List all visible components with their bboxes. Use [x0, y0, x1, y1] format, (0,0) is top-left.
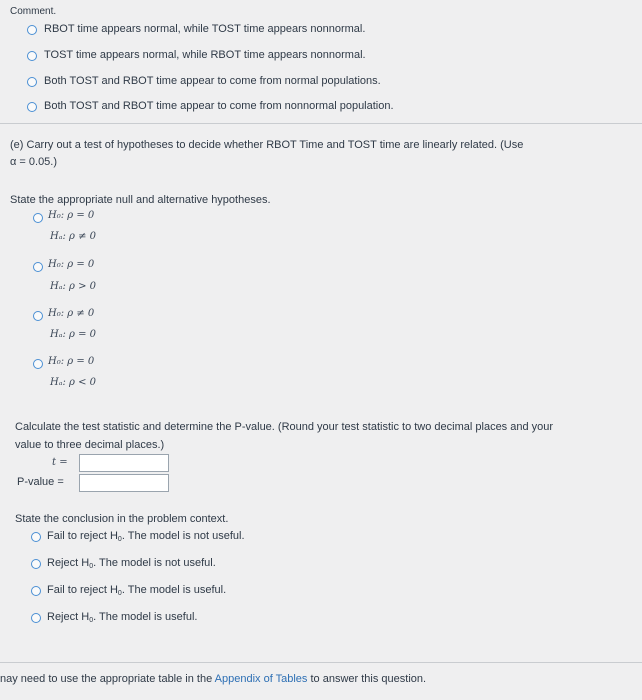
calc-prompt-line2: value to three decimal places.) [15, 439, 165, 451]
hypotheses-option-2-ha: Hₐ: ρ > 0 [50, 281, 97, 292]
comment-option-1-label: RBOT time appears normal, while TOST time appears nonnormal. [44, 23, 366, 35]
appendix-link[interactable]: Appendix of Tables [214, 673, 308, 685]
hypotheses-option-3-h0: H₀: ρ ≠ 0 [48, 308, 95, 319]
conclusion-option-1-label: Fail to reject H0. The model is not useful. [47, 530, 245, 543]
conclusion-option-4-radio[interactable] [31, 613, 41, 623]
footer-note: nay need to use the appropriate table in the Appendix of Tables to answer this question. [0, 673, 427, 685]
t-label: t = [52, 457, 68, 468]
conclusion-prompt: State the conclusion in the problem context. [15, 513, 229, 525]
part-e-question-line2: α = 0.05.) [10, 156, 58, 168]
p-value-label: P-value = [17, 476, 64, 488]
hypotheses-option-1-radio[interactable] [33, 213, 43, 223]
conclusion-option-3-radio[interactable] [31, 586, 41, 596]
hypotheses-option-3-radio[interactable] [33, 311, 43, 321]
p-value-input[interactable] [79, 474, 169, 492]
comment-option-2-label: TOST time appears normal, while RBOT time appears nonnormal. [44, 49, 366, 61]
conclusion-option-1-radio[interactable] [31, 532, 41, 542]
hypotheses-option-4-radio[interactable] [33, 359, 43, 369]
hypotheses-option-2-h0: H₀: ρ = 0 [48, 259, 95, 270]
hypotheses-option-1-h0: H₀: ρ = 0 [48, 210, 95, 221]
section-divider [0, 123, 642, 124]
comment-option-1-radio[interactable] [27, 25, 37, 35]
part-e-question-line1: (e) Carry out a test of hypotheses to decide whether RBOT Time and TOST time are linearly related. (Use [10, 139, 524, 151]
hypotheses-option-4-h0: H₀: ρ = 0 [48, 356, 95, 367]
comment-option-3-radio[interactable] [27, 77, 37, 87]
hypotheses-option-2-radio[interactable] [33, 262, 43, 272]
conclusion-option-2-label: Reject H0. The model is not useful. [47, 557, 216, 570]
footer-divider [0, 662, 642, 663]
hypotheses-option-4-ha: Hₐ: ρ < 0 [50, 377, 97, 388]
comment-option-4-radio[interactable] [27, 102, 37, 112]
comment-option-2-radio[interactable] [27, 51, 37, 61]
conclusion-option-3-label: Fail to reject H0. The model is useful. [47, 584, 227, 597]
comment-label: Comment. [10, 6, 57, 17]
comment-option-4-label: Both TOST and RBOT time appear to come from nonnormal population. [44, 100, 394, 112]
hypotheses-option-1-ha: Hₐ: ρ ≠ 0 [50, 231, 97, 242]
comment-option-3-label: Both TOST and RBOT time appear to come from normal populations. [44, 75, 381, 87]
calc-prompt-line1: Calculate the test statistic and determine the P-value. (Round your test statistic to two decimal places and your [15, 421, 554, 433]
conclusion-option-4-label: Reject H0. The model is useful. [47, 611, 198, 624]
conclusion-option-2-radio[interactable] [31, 559, 41, 569]
hypotheses-prompt: State the appropriate null and alternative hypotheses. [10, 194, 271, 206]
t-statistic-input[interactable] [79, 454, 169, 472]
hypotheses-option-3-ha: Hₐ: ρ = 0 [50, 329, 97, 340]
